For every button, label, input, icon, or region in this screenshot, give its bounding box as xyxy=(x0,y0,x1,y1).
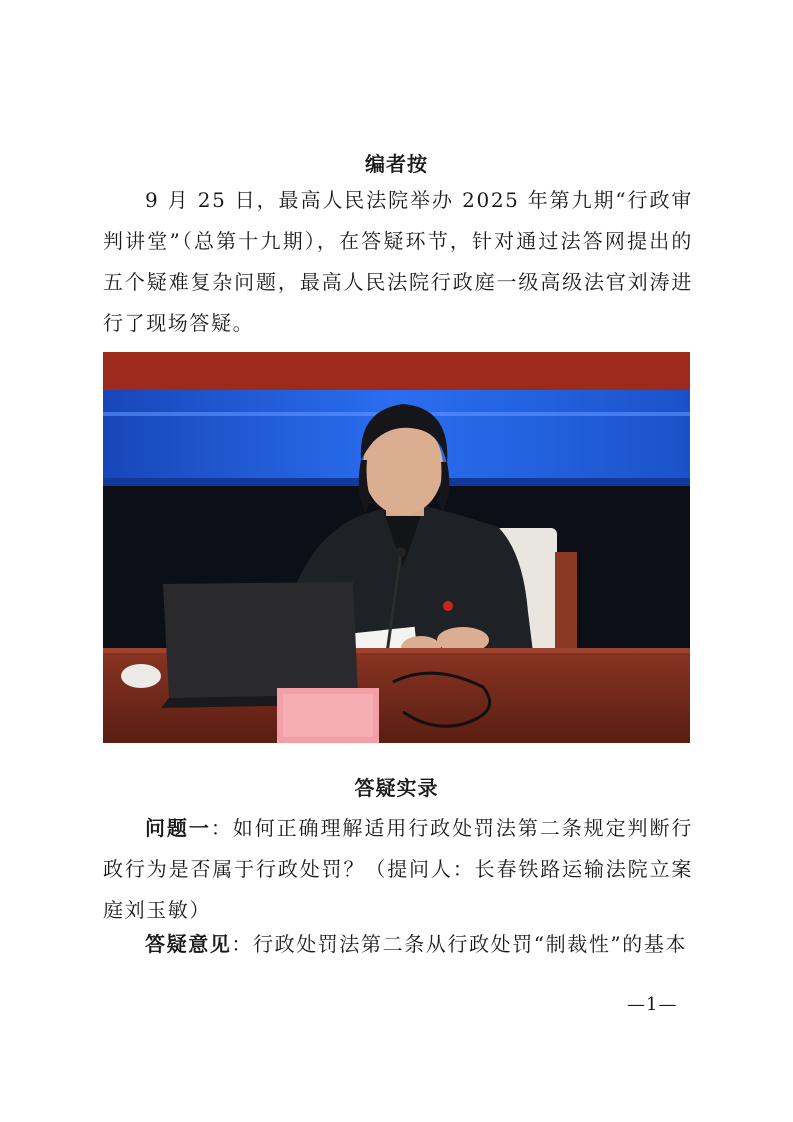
qa-section-heading: 答疑实录 xyxy=(354,776,439,800)
answer-one-text: ：行政处罚法第二条从行政处罚“制裁性”的基本 xyxy=(231,932,688,956)
question-one-paragraph xyxy=(103,808,693,931)
editor-note-heading: 编者按 xyxy=(365,152,428,176)
page-number: —1— xyxy=(627,994,678,1015)
answer-one-lead: 答疑意见 xyxy=(145,932,232,956)
editor-note-paragraph: 9 月 25 日，最高人民法院举办 2025 年第九期“行政审判讲堂”（总第十九期），在答疑环节，针对通过法答网提出的五个疑难复杂问题，最高人民法院行政庭一级高级法官刘涛进行了现场答疑。 xyxy=(103,188,693,335)
answer-one-paragraph xyxy=(103,924,693,965)
conference-photo xyxy=(103,352,690,743)
question-one-lead: 问题一 xyxy=(145,816,211,840)
question-one-text: ：如何正确理解适用行政处罚法第二条规定判断行政行为是否属于行政处罚？（提问人：长春铁路运输法院立案庭刘玉敏） xyxy=(103,816,693,922)
